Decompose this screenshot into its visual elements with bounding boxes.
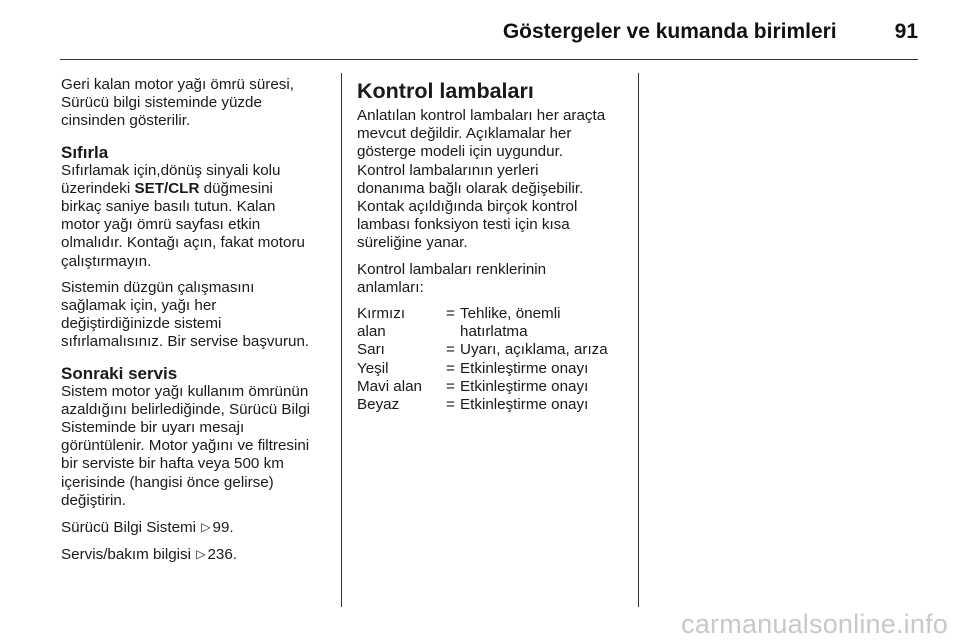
column-2	[357, 79, 629, 414]
page-header	[503, 16, 918, 48]
page-reference-arrow-icon: ▷	[196, 547, 206, 562]
page-reference-arrow-icon: ▷	[201, 520, 211, 535]
table-row: Yeşil = Etkinleştirme onayı	[357, 359, 589, 377]
table-row: Mavi alan = Etkinleştirme onayı	[357, 377, 589, 395]
header-divider	[60, 59, 918, 60]
reset-paragraph: Sıfırlamak için,dönüş sinyali kolu üzerindeki SET/CLR düğmesini birkaç saniye basılı tutun. Kalan motor yağı ömrü sayfası etkin olmalıdır. Kontağı açın, fakat motoru çalıştırmayın.	[61, 161, 305, 270]
cross-reference[interactable]: Sürücü Bilgi Sistemi ▷ 99.	[61, 519, 234, 537]
page-number: 91	[894, 20, 918, 43]
table-row: Beyaz = Etkinleştirme onayı	[357, 396, 589, 414]
column-divider	[638, 73, 639, 607]
next-service-paragraph: Sistem motor yağı kullanım ömrünün azaldığını belirlediğinde, Sürücü Bilgi Sisteminde bir uyarı mesajı görüntülenir. Motor yağını ve filtresini bir serviste bir hafta veya 500 km içerisinde (hangisi önce gelirse) değiştirin.	[61, 382, 311, 509]
page-title: Göstergeler ve kumanda birimleri	[502, 20, 837, 43]
next-service-heading: Sonraki servis	[61, 363, 178, 383]
control-lamps-paragraph: Anlatılan kontrol lambaları her araçta mevcut değildir. Açıklamalar her gösterge modeli için uygundur. Kontrol lambalarının yerleri donanıma bağlı olarak değişebilir. Kontak açıldığında birçok kontrol lambası fonksiyon testi için kısa süreliğine yanar.	[357, 107, 606, 252]
color-meaning-table	[357, 305, 608, 414]
cross-reference[interactable]: Servis/bakım bilgisi ▷ 236.	[61, 546, 238, 564]
table-row: Sarı = Uyarı, açıklama, arıza	[357, 341, 608, 359]
set-clr-button-label: SET/CLR	[134, 179, 200, 197]
column-1	[61, 76, 333, 572]
reset-heading: Sıfırla	[61, 142, 109, 162]
section-heading: Kontrol lambaları	[357, 79, 534, 103]
watermark: carmanualsonline.info	[681, 609, 948, 639]
reset-paragraph-2: Sistemin düzgün çalışmasını sağlamak için, yağı her değiştirdiğinizde sistemi sıfırlamalısınız. Bir servise başvurun.	[61, 278, 310, 351]
column-divider	[341, 73, 342, 607]
table-row: Kırmızı alan = Tehlike, önemli hatırlatma	[357, 305, 561, 341]
intro-paragraph: Geri kalan motor yağı ömrü süresi, Sürücü bilgi sisteminde yüzde cinsinden gösterilir.	[61, 76, 294, 130]
color-meaning-intro: Kontrol lambaları renklerinin anlamları:	[357, 260, 547, 296]
